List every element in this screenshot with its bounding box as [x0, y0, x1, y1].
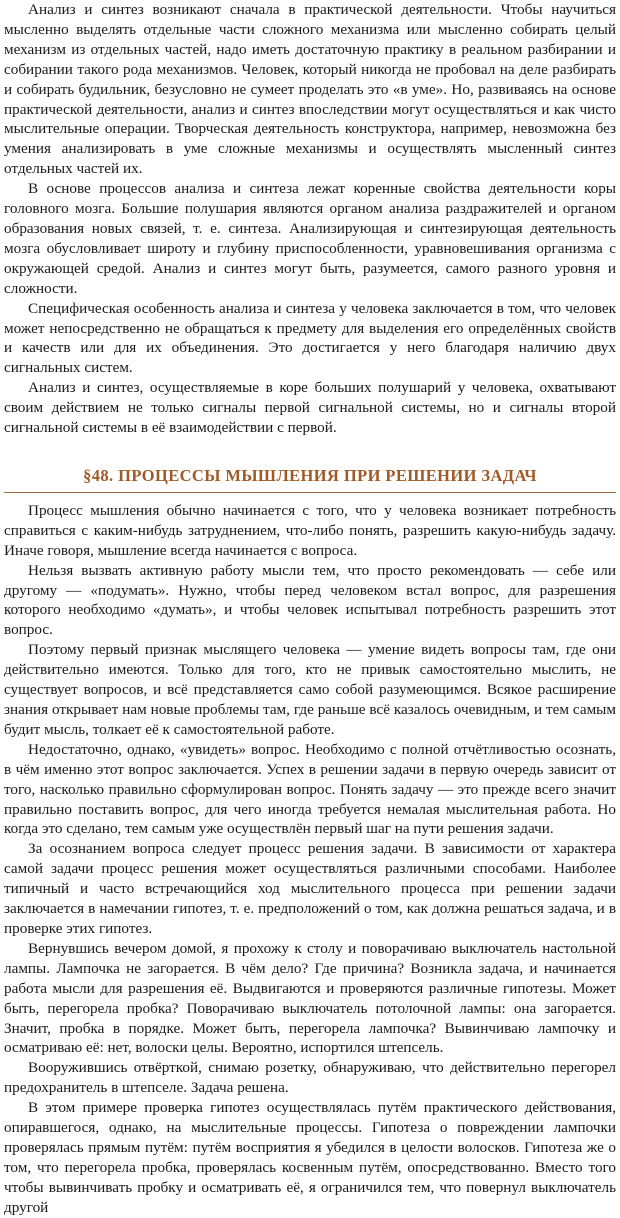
paragraph: Поэтому первый признак мыслящего человека — умение видеть вопросы там, где они действительно имеются. Только для того, кто не привык самостоятельно мыслить, не существует вопросов, и всё представляется само собой разумеющимся. Всякое расширение знания открывает нам новые проблемы там, где раньше всё казалось очевидным, и тем самым будит мысль, толкает её к самостоятельной работе.	[4, 641, 616, 738]
paragraph: Вернувшись вечером домой, я прохожу к столу и поворачиваю выключатель настольной лампы. Лампочка не загорается. В чём дело? Где причина? Возникла задача, и начинается работа мысли для разрешения её. Выдвигаются и проверяются различные гипотезы. Может быть, перегорела пробка? Поворачиваю выключатель потолочной лампы: она загорается. Значит, пробка в порядке. Может быть, перегорела лампочка? Вывинчиваю лампочку и осматриваю её: нет, волоски целы. Вероятно, испортился штепсель.	[4, 939, 616, 1057]
preceding-text	[4, 0, 616, 438]
paragraph: За осознанием вопроса следует процесс решения задачи. В зависимости от характера самой задачи процесс решения может осуществляться различными способами. Наиболее типичный и часто встречающийся ход мыслительного процесса при решении задачи заключается в намечании гипотез, т. е. предположений о том, как должна решаться задача, и в проверке этих гипотез.	[4, 840, 616, 937]
paragraph: Процесс мышления обычно начинается с того, что у человека возникает потребность справиться с каким-нибудь затруднением, что-либо понять, разрешить какую-нибудь задачу. Иначе говоря, мышление всегда начинается с вопроса.	[4, 501, 616, 559]
paragraph: Анализ и синтез, осуществляемые в коре больших полушарий у человека, охватывают своим действием не только сигналы первой сигнальной системы, но и сигналы второй сигнальной системы в её взаимодействии с первой.	[4, 379, 616, 437]
paragraph: Анализ и синтез возникают сначала в практической деятельности. Чтобы научиться мысленно выделять отдельные части сложного механизма или мысленно собирать целый механизм из отдельных частей, надо иметь достаточную практику в реальном разбирании и собирании такого рода механизмов. Человек, который никогда не пробовал на деле разбирать и собирать будильник, безусловно не сумеет проделать это «в уме». Но, развиваясь на основе практической деятельности, анализ и синтез впоследствии могут осуществляться и как чисто мыслительные операции. Творческая деятельность конструктора, например, невозможна без умения анализировать в уме сложные механизмы и осуществлять мысленный синтез отдельных частей их.	[4, 1, 616, 178]
paragraph: В основе процессов анализа и синтеза лежат коренные свойства деятельности коры головного мозга. Большие полушария являются органом анализа раздражителей и органом образования новых связей, т. е. синтеза. Анализирующая и синтезирующая деятельность мозга обусловливает широту и глубину приспособленности, уравновешивания организма с окружающей средой. Анализ и синтез могут быть, разумеется, самого разного уровня и сложности.	[4, 180, 616, 297]
paragraph: Специфическая особенность анализа и синтеза у человека заключается в том, что человек может непосредственно не обращаться к предмету для выделения его определённых свойств и качеств или для их объединения. Это достигается у него благодаря наличию двух сигнальных систем.	[4, 299, 616, 377]
paragraph: Вооружившись отвёрткой, снимаю розетку, обнаруживаю, что действительно перегорел предохранитель в штепселе. Задача решена.	[4, 1059, 616, 1097]
paragraph: В этом примере проверка гипотез осуществлялась путём практического действования, опиравшегося, однако, на мыслительные процессы. Гипотеза о повреждении лампочки проверялась прямым путём: путём восприятия я убедился в целости волосков. Гипотеза же о том, что перегорела пробка, проверялась косвенным путём, опосредствованно. Вместо того чтобы вывинчивать пробку и осматривать её, я ограничился тем, что повернул выключатель другой	[4, 1099, 616, 1216]
section-text	[4, 501, 616, 1218]
paragraph: Недостаточно, однако, «увидеть» вопрос. Необходимо с полной отчётливостью осознать, в чём именно этот вопрос заключается. Успех в решении задачи в первую очередь зависит от того, насколько правильно сформулирован вопрос. Понять задачу — это прежде всего значит правильно поставить вопрос, для чего иногда требуется немалая мыслительная работа. Но когда это сделано, тем самым уже осуществлён первый шаг на пути решения задачи.	[4, 740, 616, 838]
paragraph: Нельзя вызвать активную работу мысли тем, что просто рекомендовать — себе или другому — «подумать». Нужно, чтобы перед человеком встал вопрос, для разрешения которого необходимо «думать», и чтобы человек испытывал потребность разрешить этот вопрос.	[4, 561, 616, 639]
section-heading: §48. ПРОЦЕССЫ МЫШЛЕНИЯ ПРИ РЕШЕНИИ ЗАДАЧ	[4, 465, 616, 493]
